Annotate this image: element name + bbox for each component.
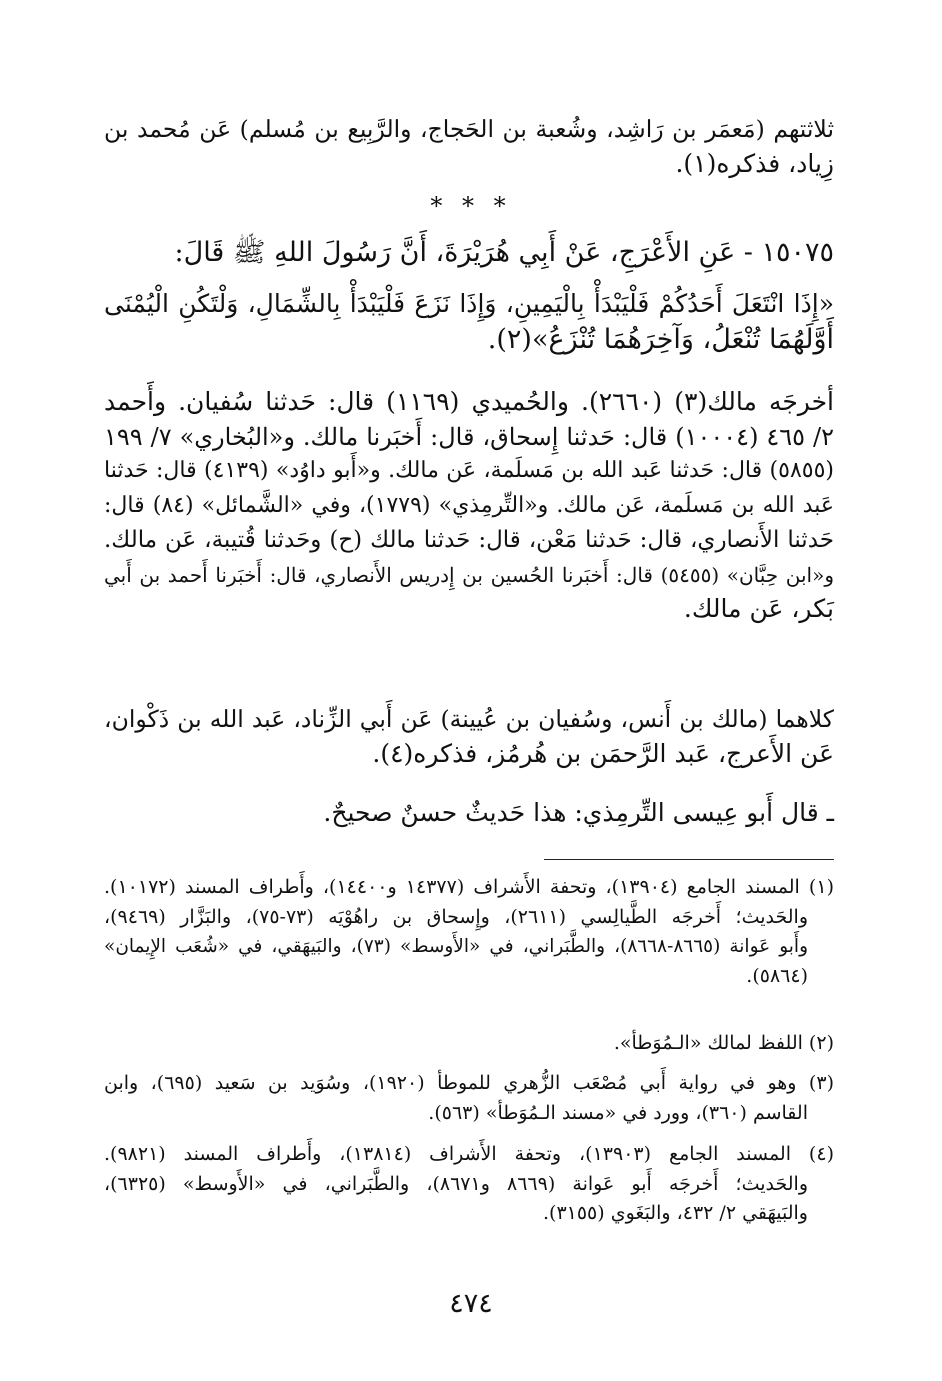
text-line: أخرجَه مالك(٣) (٢٦٦٠). والحُميدي (١١٦٩) قال: حَدثنا سُفيان. وأَحمد bbox=[104, 387, 834, 416]
hadith-text bbox=[104, 286, 834, 358]
page-number: ٤٧٤ bbox=[449, 1288, 493, 1319]
tirmidhi-grading bbox=[104, 796, 834, 831]
text-line: عَبد الله بن مَسلَمة، عَن مالك. و«التِّرمِذي» (١٧٧٩)، وفي «الشَّمائل» (٨٤) قال: bbox=[104, 492, 834, 518]
footnote-line: والحَديث؛ أَخرجَه أَبو عَوانة (٨٦٦٩ و٨٦٧١)، والطَّبَراني، في «الأَوسط» (٦٣٢٥)، bbox=[104, 1172, 808, 1195]
footnote-divider bbox=[544, 859, 834, 860]
text-line: بَكر، عَن مالك. bbox=[683, 594, 834, 623]
text-line: ٢/ ٤٦٥ (١٠٠٠٤) قال: حَدثنا إِسحاق، قال: أَخبَرنا مالك. و«البُخاري» ٧/ ١٩٩ bbox=[104, 422, 835, 451]
text-line: عَن الأَعرج، عَبد الرَّحمَن بن هُرمُز، فذكره(٤). bbox=[372, 738, 834, 768]
footnote-2 bbox=[104, 1029, 834, 1059]
hadith-number-and-chain: ١٥٠٧٥ - عَنِ الأَعْرَجِ، عَنْ أَبِي هُرَيْرَةَ، أَنَّ رَسُولَ اللهِ ﷺ قَالَ: bbox=[174, 237, 834, 268]
text-line: «إِذَا انْتَعَلَ أَحَدُكُمْ فَلْيَبْدَأْ بِالْيَمِينِ، وَإِذَا نَزَعَ فَلْيَبْدَأْ بِالشِّمَالِ، وَلْتَكُنِ الْيُمْنَى bbox=[104, 289, 834, 318]
footnote-line: والبَيهَقي ٢/ ٤٣٢، والبَغَوي (٣١٥٥). bbox=[542, 1202, 808, 1224]
footnote-line: (١) المسند الجامع (١٣٩٠٤)، وتحفة الأَشراف (١٤٣٧٧ و١٤٤٠٠)، وأَطراف المسند (١٠١٧٢). bbox=[104, 876, 834, 898]
footnote-line: القاسم (٣٦٠)، وورد في «مسند الـمُوَطأ» (٥٦٣). bbox=[428, 1101, 808, 1124]
text-line: كلاهما (مالك بن أَنس، وسُفيان بن عُيينة) عَن أَبي الزِّناد، عَبد الله بن ذَكْوان، bbox=[104, 705, 834, 733]
footnote-4 bbox=[104, 1140, 834, 1229]
footnote-line: (٤) المسند الجامع (١٣٩٠٣)، وتحفة الأَشراف (١٣٨١٤)، وأَطراف المسند (٩٨٢١). bbox=[104, 1143, 834, 1165]
intro-paragraph bbox=[104, 112, 834, 181]
text-line: زِياد، فذكره(١). bbox=[675, 148, 834, 178]
footnote-1 bbox=[104, 873, 834, 991]
text-line: (٥٨٥٥) قال: حَدثنا عَبد الله بن مَسلَمة، عَن مالك. و«أَبو داوُد» (٤١٣٩) قال: حَدثنا bbox=[104, 458, 834, 483]
text-line: ثلاثتهم (مَعمَر بن رَاشِد، وشُعبة بن الحَجاج، والرَّبِيع بن مُسلم) عَن مُحمد بن bbox=[104, 115, 834, 143]
footnote-line: والحَديث؛ أَخرجَه الطَّيالِسي (٢٦١١)، وإِسحاق بن راهُوْيَه (٧٣-٧٥)، والبَزَّار (٩٤٦٩)، bbox=[104, 905, 808, 928]
footnote-line: (٢) اللفظ لمالك «الـمُوَطأ». bbox=[613, 1032, 834, 1054]
text-line: حَدثنا الأَنصاري، قال: حَدثنا مَعْن، قال: حَدثنا مالك (ح) وحَدثنا قُتيبة، عَن مالك. bbox=[104, 527, 834, 553]
text-line: ـ قال أَبو عِيسى التِّرمِذي: هذا حَديثٌ حسنٌ صحيحٌ. bbox=[323, 798, 834, 827]
footnote-line: وأَبو عَوانة (٨٦٦٥-٨٦٦٨)، والطَّبَراني، في «الأَوسط» (٧٣)، والبَيهَقي، في «شُعَب الإِيمان» bbox=[104, 936, 808, 957]
footnote-line: (٥٨٦٤). bbox=[746, 964, 808, 987]
text-line: و«ابن حِبَّان» (٥٤٥٥) قال: أَخبَرنا الحُسين بن إِدريس الأَنصاري، قال: أَخبَرنا أَحمد بن أَبي bbox=[104, 562, 834, 587]
takhrij-paragraph bbox=[104, 385, 834, 627]
footnote-3 bbox=[104, 1069, 834, 1128]
footnote-line: (٣) وهو في رواية أَبي مُصْعَب الزُّهري للموطأ (١٩٢٠)، وسُوَيد بن سَعيد (٦٩٥)، وابن bbox=[104, 1072, 834, 1094]
hadith-heading bbox=[104, 235, 834, 271]
text-line: أَوَّلَهُمَا تُنْعَلُ، وَآخِرَهُمَا تُنْزَعُ»(٢). bbox=[487, 324, 834, 355]
chain-summary-paragraph bbox=[104, 702, 834, 771]
section-separator: * * * bbox=[430, 192, 512, 220]
